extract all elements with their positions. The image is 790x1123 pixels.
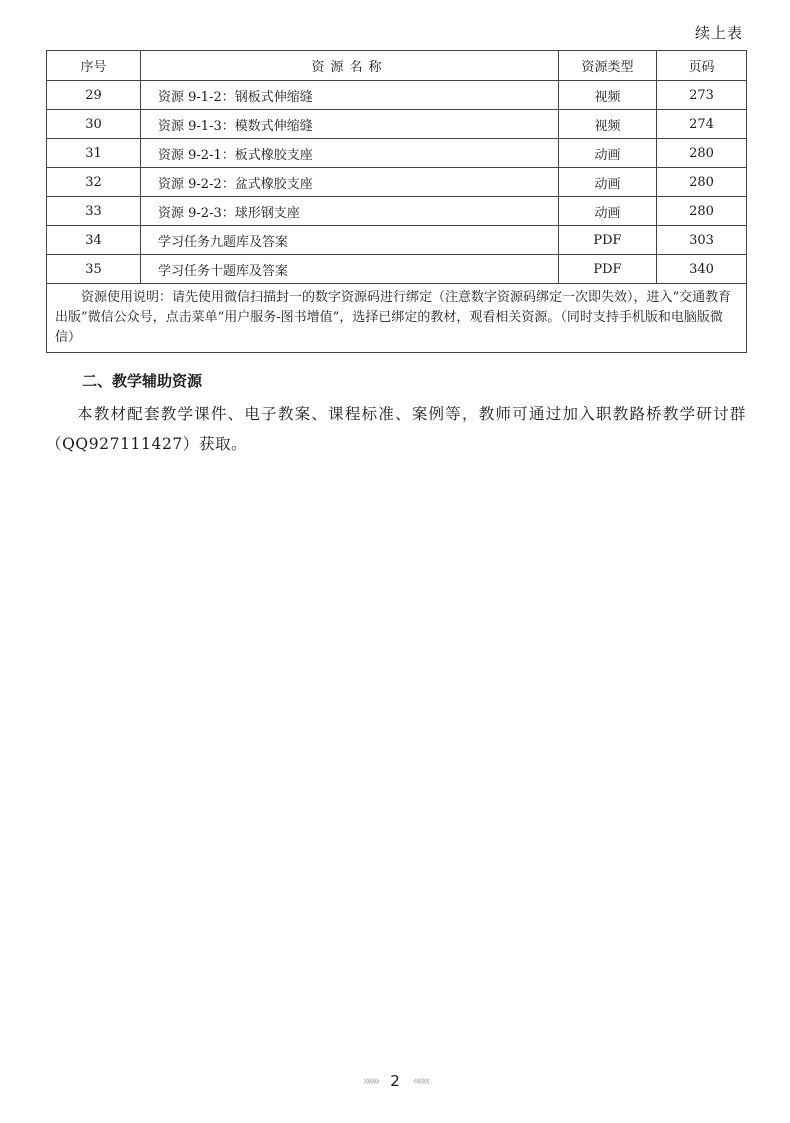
cell-page: 273 (657, 81, 747, 110)
cell-page: 274 (657, 110, 747, 139)
cell-no: 29 (47, 81, 141, 110)
table-header-row (47, 51, 747, 81)
section-heading: 二、教学辅助资源 (82, 372, 203, 390)
page-footer (0, 1072, 790, 1090)
header-no: 序号 (47, 51, 141, 81)
table-note-row (47, 284, 747, 353)
cell-no: 34 (47, 226, 141, 255)
cell-type: 动画 (559, 197, 657, 226)
cell-name: 学习任务九题库及答案 (141, 226, 559, 255)
header-type: 资源类型 (559, 51, 657, 81)
continued-table-label: 续上表 (694, 24, 743, 42)
table-row (47, 81, 747, 110)
cell-type: 视频 (559, 110, 657, 139)
table-row (47, 110, 747, 139)
cell-name: 学习任务十题库及答案 (141, 255, 559, 284)
table-row (47, 168, 747, 197)
header-page: 页码 (657, 51, 747, 81)
cell-type: 视频 (559, 81, 657, 110)
cell-name: 资源 9-1-3：模数式伸缩缝 (141, 110, 559, 139)
table-row (47, 139, 747, 168)
resource-table (46, 50, 747, 353)
cell-type: 动画 (559, 168, 657, 197)
cell-page: 280 (657, 139, 747, 168)
table-row (47, 197, 747, 226)
cell-no: 31 (47, 139, 141, 168)
cell-type: 动画 (559, 139, 657, 168)
page-number: 2 (390, 1072, 400, 1090)
header-name: 资源名称 (141, 51, 559, 81)
footer-right-arrows-icon: ««« (412, 1074, 428, 1089)
cell-no: 30 (47, 110, 141, 139)
section-body-paragraph: 本教材配套教学课件、电子教案、课程标准、案例等，教师可通过加入职教路桥教学研讨群（QQ927111427）获取。 (46, 405, 746, 453)
cell-type: PDF (559, 226, 657, 255)
cell-page: 303 (657, 226, 747, 255)
cell-name: 资源 9-2-2：盆式橡胶支座 (141, 168, 559, 197)
cell-no: 32 (47, 168, 141, 197)
cell-no: 35 (47, 255, 141, 284)
cell-page: 280 (657, 168, 747, 197)
footer-left-arrows-icon: »»» (362, 1074, 378, 1089)
cell-name: 资源 9-2-3：球形钢支座 (141, 197, 559, 226)
cell-no: 33 (47, 197, 141, 226)
cell-type: PDF (559, 255, 657, 284)
cell-name: 资源 9-1-2：钢板式伸缩缝 (141, 81, 559, 110)
table-row (47, 226, 747, 255)
cell-page: 280 (657, 197, 747, 226)
cell-page: 340 (657, 255, 747, 284)
cell-name: 资源 9-2-1：板式橡胶支座 (141, 139, 559, 168)
resource-usage-note: 资源使用说明：请先使用微信扫描封一的数字资源码进行绑定（注意数字资源码绑定一次即失效），进入“交通教育出版”微信公众号，点击菜单“用户服务-图书增值”，选择已绑定的教材，观看相关资源。（同时支持手机版和电脑版微信） (47, 284, 747, 353)
table-row (47, 255, 747, 284)
